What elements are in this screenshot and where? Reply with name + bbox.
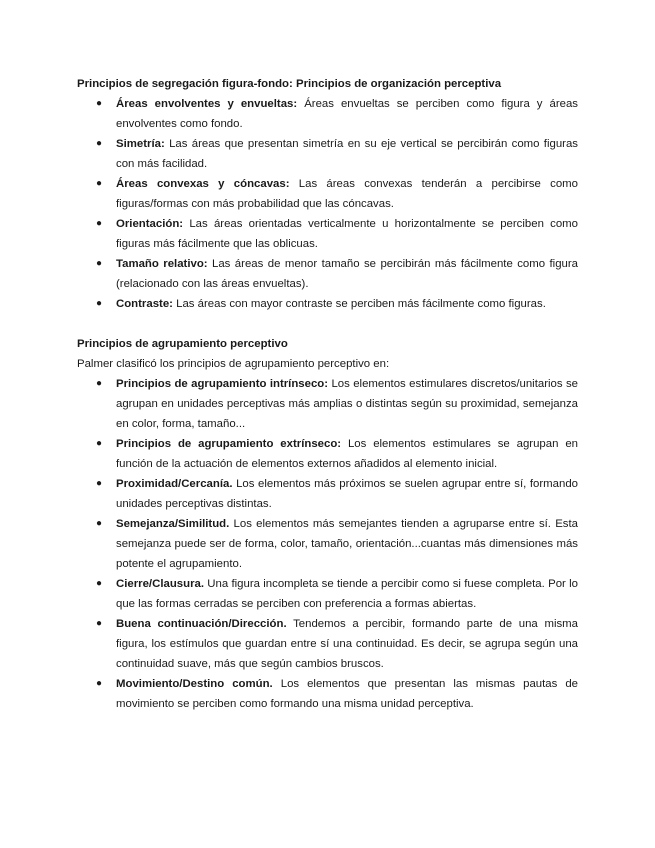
item-term: Áreas envolventes y envueltas: (116, 98, 298, 110)
list-item (77, 434, 578, 474)
item-term: Orientación: (116, 218, 184, 230)
section1-heading: Principios de segregación figura-fondo: Principios de organización perceptiva (77, 78, 502, 90)
bullet-icon: ● (96, 678, 103, 689)
item-term: Áreas convexas y cóncavas: (116, 178, 290, 190)
item-text: Las áreas convexas tenderán a percibirse como figuras/formas con más probabilidad que las cóncavas. (116, 178, 578, 210)
bullet-icon: ● (96, 298, 103, 309)
item-term: Proximidad/Cercanía. (116, 478, 233, 490)
document-page (77, 74, 578, 714)
item-term: Principios de agrupamiento extrínseco: (116, 438, 342, 450)
item-text: Los elementos más próximos se suelen agrupar entre sí, formando unidades perceptivas distintas. (116, 478, 578, 510)
item-text: Las áreas orientadas verticalmente u horizontalmente se perciben como figuras más fácilmente que las oblicuas. (116, 218, 578, 250)
item-term: Principios de agrupamiento intrínseco: (116, 378, 329, 390)
section1-list (77, 94, 578, 314)
item-term: Simetría: (116, 138, 165, 150)
item-text: Los elementos estimulares se agrupan en función de la actuación de elementos externos añadidos al elemento inicial. (116, 438, 578, 470)
list-item (77, 514, 578, 574)
section-spacer (77, 314, 578, 334)
section2-intro: Palmer clasificó los principios de agrupamiento perceptivo en: (77, 358, 390, 370)
section2-list (77, 374, 578, 714)
list-item (77, 174, 578, 214)
list-item (77, 674, 578, 714)
list-item (77, 254, 578, 294)
list-item (77, 614, 578, 674)
item-term: Cierre/Clausura. (116, 578, 204, 590)
bullet-icon: ● (96, 178, 103, 189)
list-item (77, 214, 578, 254)
item-text: Tendemos a percibir, formando parte de una misma figura, los estímulos que guardan entre sí una continuidad. Es decir, se agrupa según una continuidad suave, más que según cambios bruscos. (116, 618, 578, 670)
bullet-icon: ● (96, 98, 103, 109)
list-item (77, 574, 578, 614)
item-term: Semejanza/Similitud. (116, 518, 230, 530)
bullet-icon: ● (96, 378, 103, 389)
item-text: Los elementos más semejantes tienden a agruparse entre sí. Esta semejanza puede ser de forma, color, tamaño, orientación...cuantas más dimensiones más potente el agrupamiento. (116, 518, 578, 570)
bullet-icon: ● (96, 618, 103, 629)
list-item (77, 134, 578, 174)
item-text: Las áreas que presentan simetría en su eje vertical se percibirán como figuras con más facilidad. (116, 138, 578, 170)
list-item (77, 474, 578, 514)
list-item (77, 294, 578, 314)
list-item (77, 374, 578, 434)
bullet-icon: ● (96, 518, 103, 529)
list-item (77, 94, 578, 134)
bullet-icon: ● (96, 258, 103, 269)
item-term: Tamaño relativo: (116, 258, 208, 270)
item-text: Áreas envueltas se perciben como figura y áreas envolventes como fondo. (116, 98, 579, 130)
item-term: Contraste: (116, 298, 173, 310)
item-term: Movimiento/Destino común. (116, 678, 273, 690)
item-text: Las áreas de menor tamaño se percibirán más fácilmente como figura (relacionado con las áreas envueltas). (116, 258, 578, 290)
bullet-icon: ● (96, 578, 103, 589)
item-text: Los elementos que presentan las mismas pautas de movimiento se perciben como formando una misma unidad perceptiva. (116, 678, 578, 710)
item-text: Las áreas con mayor contraste se perciben más fácilmente como figuras. (172, 298, 546, 310)
bullet-icon: ● (96, 218, 103, 229)
item-term: Buena continuación/Dirección. (116, 618, 287, 630)
section2-heading: Principios de agrupamiento perceptivo (77, 338, 288, 350)
item-text: Una figura incompleta se tiende a percibir como si fuese completa. Por lo que las formas cerradas se perciben con preferencia a formas abiertas. (116, 578, 578, 610)
bullet-icon: ● (96, 138, 103, 149)
item-text: Los elementos estimulares discretos/unitarios se agrupan en unidades perceptivas más amplias o distintas según su proximidad, semejanza en color, forma, tamaño... (116, 378, 578, 430)
bullet-icon: ● (96, 478, 103, 489)
bullet-icon: ● (96, 438, 103, 449)
